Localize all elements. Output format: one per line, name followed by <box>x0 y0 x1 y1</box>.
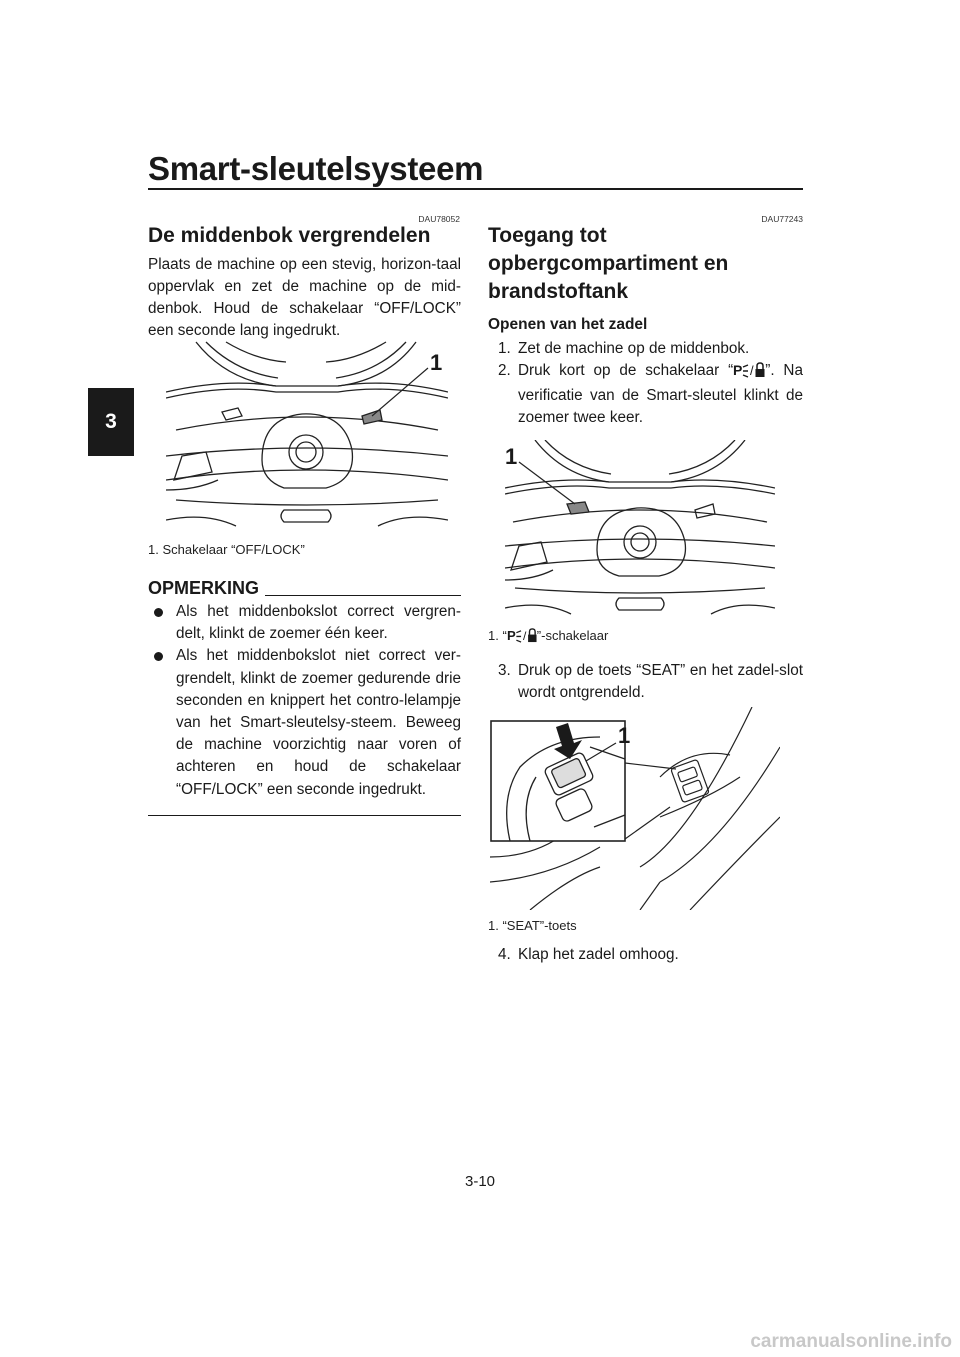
step-item: 3. Druk op de toets “SEAT” en het zadel-slot wordt ontgrendeld. <box>498 662 803 701</box>
handlebar-illustration <box>505 440 775 620</box>
chapter-tab: 3 <box>88 388 134 456</box>
page-title: Smart-sleutelsysteem <box>148 150 484 187</box>
note-item: Als het middenbokslot niet correct ver-grendelt, klinkt de zoemer gedurende drie seconden en knippert het contro-lelampje van het Smart-sleutelsy-steem. Beweeg de machine voorzichtig naar voren of achteren en houd de schakelaar “OFF/LOCK” een seconde ingedrukt. <box>154 645 461 800</box>
section-heading: Toegang tot opbergcompartiment en brandstoftank <box>488 224 729 303</box>
page-number: 3-10 <box>464 1173 496 1190</box>
title-rule <box>148 188 803 190</box>
svg-text:P: P <box>506 628 516 643</box>
note-header <box>148 578 461 599</box>
bullet-icon <box>154 608 163 617</box>
section-paragraph: Plaats de machine op een stevig, horizon-taal oppervlak en zet de machine op de mid-denbok. Houd de schakelaar “OFF/LOCK” een seconde lang ingedrukt. <box>148 256 461 339</box>
step-item: 1. Zet de machine op de middenbok. <box>498 340 750 357</box>
figure-callout: 1 <box>505 444 518 469</box>
step-item: 2. Druk kort op de schakelaar “ P / ”. Na verificatie van de Smart-sleutel klinkt de zoemer twee keer. <box>498 362 803 426</box>
figure-p-lock-switch <box>505 440 775 620</box>
note-heading-rule <box>265 595 461 596</box>
handlebar-illustration <box>166 340 448 532</box>
note-heading: OPMERKING <box>148 578 260 598</box>
p-lock-symbol-icon <box>507 628 537 646</box>
figure-offlock-switch <box>166 340 448 532</box>
note-list <box>154 601 461 801</box>
figure-callout: 1 <box>618 723 631 748</box>
svg-text:/: / <box>522 629 527 643</box>
note-end-rule <box>148 815 461 816</box>
figure-caption: 1. “ P / ”-schakelaar <box>488 628 608 646</box>
svg-text:P: P <box>733 362 743 378</box>
step-item: 4. Klap het zadel omhoog. <box>498 946 679 963</box>
subheading: Openen van het zadel <box>488 316 648 333</box>
watermark: carmanualsonline.info <box>750 1331 952 1352</box>
steps-block-1 <box>498 338 803 429</box>
note-item: Als het middenbokslot correct vergren-delt, klinkt de zoemer één keer. <box>154 601 461 645</box>
bullet-icon <box>154 652 163 661</box>
steps-block-3 <box>498 944 803 966</box>
steps-block-2 <box>498 660 803 704</box>
figure-caption: 1. “SEAT”-toets <box>488 918 577 933</box>
svg-text:/: / <box>750 363 754 378</box>
seat-button-illustration <box>490 707 780 910</box>
figure-seat-button <box>490 707 780 910</box>
figure-callout: 1 <box>430 350 443 375</box>
p-lock-symbol-icon <box>733 362 765 385</box>
section-code: DAU78052 <box>418 214 460 224</box>
section-code: DAU77243 <box>761 214 803 224</box>
figure-caption: 1. Schakelaar “OFF/LOCK” <box>148 542 305 557</box>
section-heading: De middenbok vergrendelen <box>148 224 431 247</box>
